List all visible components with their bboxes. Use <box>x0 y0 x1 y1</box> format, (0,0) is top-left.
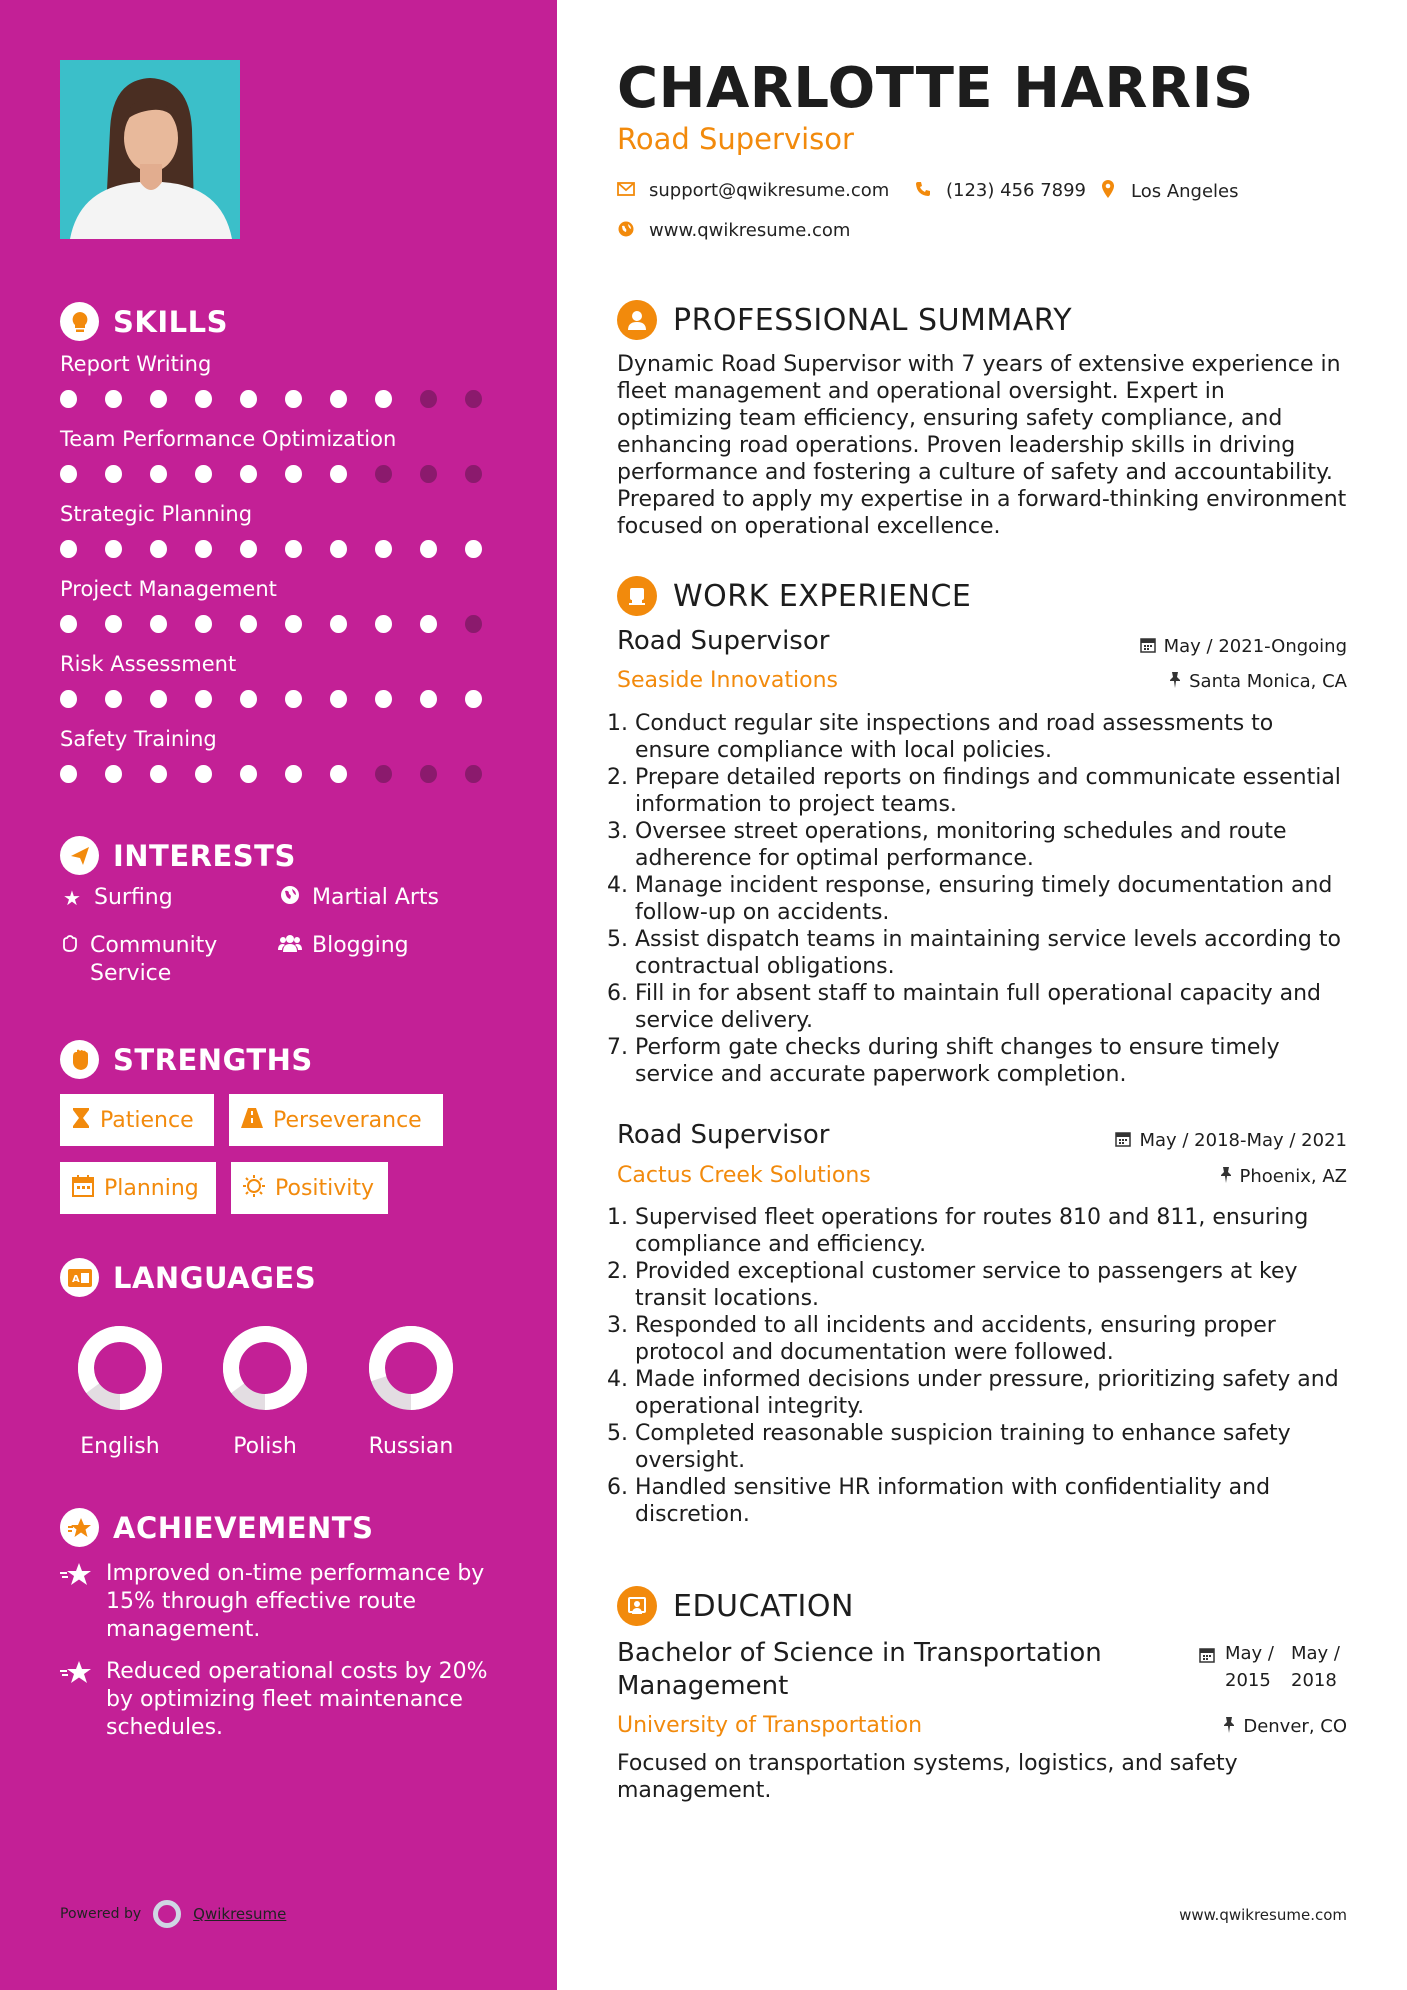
summary-text: Dynamic Road Supervisor with 7 years of extensive experience in fleet management and operational oversight. Expert in optimizing team efficiency, ensuring safety compliance, and enhancing road operations. Proven leadership skills in driving performance and fostering a culture of safety and accountability. Prepared to apply my expertise in a forward-thinking environment focused on operational excellence. <box>617 352 1347 539</box>
education-date: May / 2015 May / 2018 <box>1199 1640 1347 1694</box>
list-item: 1. Supervised fleet operations for routes 810 and 811, ensuring compliance and efficiency. <box>635 1204 1352 1258</box>
rating-dot <box>375 390 392 408</box>
hand-icon <box>60 932 80 960</box>
rating-dot <box>240 615 257 633</box>
road-icon <box>241 1108 263 1133</box>
star-badge-icon <box>60 1508 99 1547</box>
phone-icon <box>914 181 932 201</box>
rating-dot <box>465 465 482 483</box>
language-name: Polish <box>233 1434 297 1459</box>
job-date: May / 2018-May / 2021 <box>1115 1130 1347 1151</box>
rating-dot <box>285 615 302 633</box>
contact-email[interactable]: support@qwikresume.com <box>617 180 889 201</box>
skill-name: Risk Assessment <box>60 652 237 676</box>
language-item <box>205 1324 325 1459</box>
envelope-icon <box>617 181 635 200</box>
sun-icon <box>243 1175 265 1202</box>
list-item: 6. Handled sensitive HR information with confidentiality and discretion. <box>635 1474 1352 1528</box>
list-item: 4. Made informed decisions under pressure, prioritizing safety and operational integrity. <box>635 1366 1352 1420</box>
list-item: 4. Manage incident response, ensuring timely documentation and follow-up on accidents. <box>635 872 1352 926</box>
graduation-icon <box>617 1586 657 1626</box>
rating-dot <box>375 765 392 783</box>
rating-dot <box>150 540 167 558</box>
list-item: 3. Responded to all incidents and accidents, ensuring proper protocol and documentation were followed. <box>635 1312 1352 1366</box>
qwikresume-logo-icon <box>153 1900 181 1928</box>
rating-dot <box>195 390 212 408</box>
list-item: 5. Assist dispatch teams in maintaining service levels according to contractual obligations. <box>635 926 1352 980</box>
skills-heading: SKILLS <box>60 302 228 341</box>
contact-location: Los Angeles <box>1099 180 1239 202</box>
interests-heading: INTERESTS <box>60 836 296 875</box>
rating-dot <box>105 465 122 483</box>
job-location: Phoenix, AZ <box>1220 1166 1348 1187</box>
rating-dot <box>285 765 302 783</box>
rating-dot <box>105 390 122 408</box>
skill-name: Project Management <box>60 577 277 601</box>
skill-rating <box>60 540 510 558</box>
rating-dot <box>420 465 437 483</box>
interest-item: ★ Surfing <box>60 884 173 912</box>
star-icon: ★ <box>63 886 81 910</box>
paper-plane-icon <box>60 836 99 875</box>
rating-dot <box>420 540 437 558</box>
achievements-heading: ACHIEVEMENTS <box>60 1508 373 1547</box>
rating-dot <box>60 540 77 558</box>
rating-dot <box>150 690 167 708</box>
skill-name: Team Performance Optimization <box>60 427 397 451</box>
skill-row <box>60 727 510 783</box>
rating-dot <box>285 465 302 483</box>
map-pin-icon <box>1099 180 1117 202</box>
globe-icon <box>617 221 635 241</box>
strength-badge: Planning <box>60 1162 216 1214</box>
qwikresume-link[interactable]: Qwikresume <box>193 1905 287 1923</box>
rating-dot <box>375 615 392 633</box>
achievement-item: Improved on-time performance by 15% through effective route management. <box>60 1560 510 1644</box>
list-item: 3. Oversee street operations, monitoring schedules and route adherence for optimal performance. <box>635 818 1352 872</box>
rating-dot <box>285 690 302 708</box>
job-duties <box>617 1204 1352 1528</box>
skill-rating <box>60 615 510 633</box>
interest-item: Martial Arts <box>278 884 439 912</box>
rating-dot <box>105 690 122 708</box>
rating-dot <box>105 615 122 633</box>
rating-dot <box>150 765 167 783</box>
profile-photo <box>60 60 240 239</box>
rating-dot <box>465 540 482 558</box>
strength-badge: Perseverance <box>229 1094 443 1146</box>
job-title: Road Supervisor <box>617 626 830 656</box>
education-location: Denver, CO <box>1223 1716 1347 1737</box>
list-item: 2. Prepare detailed reports on findings and communicate essential information to project teams. <box>635 764 1352 818</box>
summary-heading: PROFESSIONAL SUMMARY <box>617 300 1072 340</box>
language-name: Russian <box>368 1434 454 1459</box>
interest-item: Blogging <box>278 932 409 960</box>
rating-dot <box>330 690 347 708</box>
rating-dot <box>60 615 77 633</box>
hourglass-icon <box>72 1107 90 1134</box>
job-title: Road Supervisor <box>617 1120 830 1150</box>
contact-phone[interactable]: (123) 456 7899 <box>914 180 1086 201</box>
contact-website[interactable]: www.qwikresume.com <box>617 220 850 241</box>
rating-dot <box>465 765 482 783</box>
rating-dot <box>150 465 167 483</box>
rating-dot <box>285 540 302 558</box>
rating-dot <box>330 540 347 558</box>
language-item <box>351 1324 471 1459</box>
job-company: Cactus Creek Solutions <box>617 1163 871 1188</box>
rating-dot <box>60 690 77 708</box>
rating-dot <box>105 540 122 558</box>
user-icon <box>617 300 657 340</box>
rating-dot <box>240 765 257 783</box>
list-item: 7. Perform gate checks during shift changes to ensure timely service and accurate paperwork completion. <box>635 1034 1352 1088</box>
pushpin-icon <box>1223 1717 1235 1737</box>
rating-dot <box>375 690 392 708</box>
calendar-icon <box>1115 1131 1131 1151</box>
rating-dot <box>60 390 77 408</box>
language-item <box>60 1324 180 1459</box>
languages-heading: A LANGUAGES <box>60 1258 316 1297</box>
skill-rating <box>60 765 510 783</box>
list-item: 5. Completed reasonable suspicion training to enhance safety oversight. <box>635 1420 1352 1474</box>
language-ring <box>76 1324 164 1412</box>
experience-heading: WORK EXPERIENCE <box>617 576 971 616</box>
skill-row <box>60 577 510 633</box>
candidate-title: Road Supervisor <box>617 122 854 156</box>
rating-dot <box>375 540 392 558</box>
degree-title: Bachelor of Science in Transportation Management <box>617 1638 1102 1701</box>
powered-by: Powered by Qwikresume <box>60 1900 286 1928</box>
skill-rating <box>60 690 510 708</box>
rating-dot <box>420 615 437 633</box>
language-name: English <box>80 1434 160 1459</box>
rating-dot <box>420 390 437 408</box>
list-item: 2. Provided exceptional customer service to passengers at key transit locations. <box>635 1258 1352 1312</box>
rating-dot <box>330 615 347 633</box>
rating-dot <box>465 690 482 708</box>
rating-dot <box>330 390 347 408</box>
job-date: May / 2021-Ongoing <box>1140 636 1347 657</box>
translate-icon <box>60 1258 99 1297</box>
skill-name: Safety Training <box>60 727 217 751</box>
rating-dot <box>240 540 257 558</box>
achievement-item: Reduced operational costs by 20% by optimizing fleet maintenance schedules. <box>60 1658 510 1742</box>
job-duties <box>617 710 1352 1088</box>
globe-icon <box>278 884 302 912</box>
footer-url[interactable]: www.qwikresume.com <box>1179 1906 1347 1924</box>
skill-name: Report Writing <box>60 352 212 376</box>
language-ring <box>367 1324 455 1412</box>
briefcase-icon <box>617 576 657 616</box>
calendar-icon <box>1199 1640 1215 1694</box>
language-ring <box>221 1324 309 1412</box>
skill-row <box>60 352 510 408</box>
job-company: Seaside Innovations <box>617 668 838 693</box>
fist-icon <box>60 1040 99 1079</box>
rating-dot <box>330 765 347 783</box>
pushpin-icon <box>1220 1167 1232 1187</box>
strength-badge: Positivity <box>231 1162 388 1214</box>
rating-dot <box>240 690 257 708</box>
rating-dot <box>195 615 212 633</box>
candidate-name: CHARLOTTE HARRIS <box>617 56 1254 121</box>
skill-row <box>60 427 510 483</box>
svg-text:A: A <box>71 1273 80 1285</box>
pushpin-icon <box>1169 672 1181 692</box>
interest-item: Community Service <box>60 932 260 988</box>
lightbulb-icon <box>60 302 99 341</box>
rating-dot <box>285 390 302 408</box>
skill-rating <box>60 465 510 483</box>
rating-dot <box>195 765 212 783</box>
rating-dot <box>105 765 122 783</box>
rating-dot <box>195 465 212 483</box>
rating-dot <box>330 465 347 483</box>
skill-rating <box>60 390 510 408</box>
job-location: Santa Monica, CA <box>1169 671 1347 692</box>
star-icon <box>60 1658 94 1742</box>
skill-row <box>60 502 510 558</box>
strengths-heading: STRENGTHS <box>60 1040 313 1079</box>
rating-dot <box>150 615 167 633</box>
sidebar <box>0 0 557 1990</box>
star-icon <box>60 1560 94 1644</box>
list-item: 6. Fill in for absent staff to maintain full operational capacity and service delivery. <box>635 980 1352 1034</box>
rating-dot <box>375 465 392 483</box>
skill-name: Strategic Planning <box>60 502 253 526</box>
rating-dot <box>465 390 482 408</box>
rating-dot <box>195 690 212 708</box>
calendar-icon <box>72 1175 94 1202</box>
calendar-icon <box>1140 637 1156 657</box>
rating-dot <box>240 390 257 408</box>
rating-dot <box>195 540 212 558</box>
rating-dot <box>420 765 437 783</box>
rating-dot <box>465 615 482 633</box>
skill-row <box>60 652 510 708</box>
users-icon <box>278 932 302 960</box>
rating-dot <box>420 690 437 708</box>
list-item: 1. Conduct regular site inspections and road assessments to ensure compliance with local policies. <box>635 710 1352 764</box>
rating-dot <box>240 465 257 483</box>
education-heading: EDUCATION <box>617 1586 854 1626</box>
education-description: Focused on transportation systems, logistics, and safety management. <box>617 1751 1238 1803</box>
strength-badge: Patience <box>60 1094 214 1146</box>
rating-dot <box>150 390 167 408</box>
school-name: University of Transportation <box>617 1713 923 1738</box>
rating-dot <box>60 765 77 783</box>
rating-dot <box>60 465 77 483</box>
